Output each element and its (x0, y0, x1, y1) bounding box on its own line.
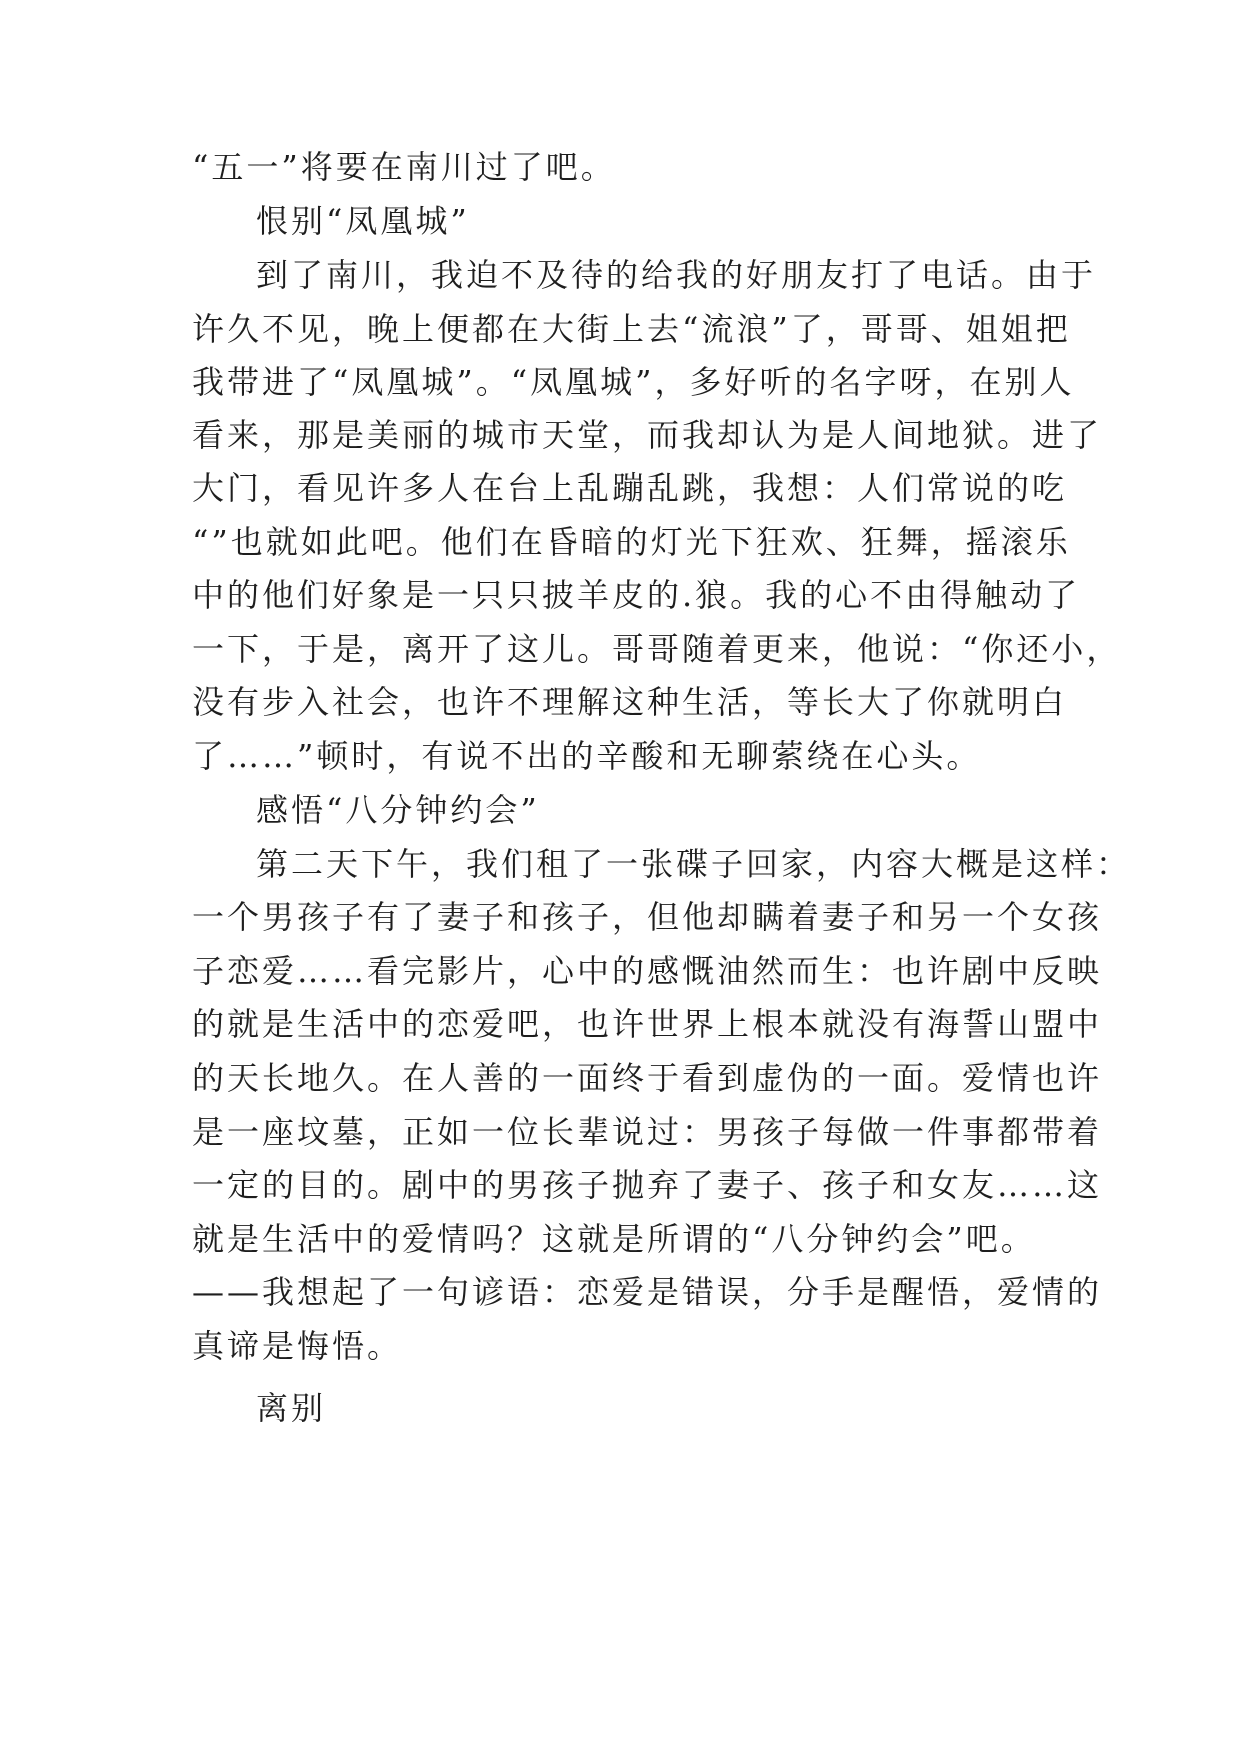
paragraph-line: 许久不见，晚上便都在大街上去“流浪”了，哥哥、姐姐把 (192, 310, 1071, 348)
paragraph-line: 一下，于是，离开了这儿。哥哥随着更来，他说：“你还小， (192, 630, 1122, 668)
paragraph-line: 我带进了“凤凰城”。“凤凰城”，多好听的名字呀，在别人 (192, 363, 1075, 401)
paragraph-line: 了……”顿时，有说不出的辛酸和无聊萦绕在心头。 (192, 737, 982, 775)
paragraph-line: 到了南川，我迫不及待的给我的好朋友打了电话。由于 (256, 256, 1097, 294)
paragraph-line: 就是生活中的爱情吗？这就是所谓的“八分钟约会”吧。 (192, 1220, 1036, 1258)
paragraph-line: 的天长地久。在人善的一面终于看到虚伪的一面。爱情也许 (192, 1059, 1103, 1097)
paragraph-line: 一个男孩子有了妻子和孩子，但他却瞒着妻子和另一个女孩 (192, 898, 1103, 936)
section-heading: 离别 (256, 1389, 327, 1427)
paragraph-line: 中的他们好象是一只只披羊皮的.狼。我的心不由得触动了 (192, 576, 1081, 614)
section-heading: 感悟“八分钟约会” (256, 791, 540, 829)
paragraph-line: 是一座坟墓，正如一位长辈说过：男孩子每做一件事都带着 (192, 1113, 1103, 1151)
paragraph-line: 没有步入社会，也许不理解这种生活，等长大了你就明白 (192, 683, 1068, 721)
paragraph-line: “”也就如此吧。他们在昏暗的灯光下狂欢、狂舞，摇滚乐 (192, 523, 1071, 561)
paragraph-line: 的就是生活中的恋爱吧，也许世界上根本就没有海誓山盟中 (192, 1005, 1103, 1043)
paragraph-line: ——我想起了一句谚语：恋爱是错误，分手是醒悟，爱情的 (192, 1273, 1103, 1311)
paragraph-line: 真谛是悔悟。 (192, 1327, 403, 1365)
section-heading: 恨别“凤凰城” (256, 202, 470, 240)
paragraph-line: 第二天下午，我们租了一张碟子回家，内容大概是这样： (256, 845, 1132, 883)
paragraph-line: 大门，看见许多人在台上乱蹦乱跳，我想：人们常说的吃 (192, 469, 1068, 507)
paragraph-line: 看来，那是美丽的城市天堂，而我却认为是人间地狱。进了 (192, 416, 1103, 454)
paragraph-line: 子恋爱……看完影片，心中的感慨油然而生：也许剧中反映 (192, 952, 1103, 990)
paragraph-line: 一定的目的。剧中的男孩子抛弃了妻子、孩子和女友……这 (192, 1166, 1103, 1204)
text-line: “五一”将要在南川过了吧。 (192, 148, 616, 186)
